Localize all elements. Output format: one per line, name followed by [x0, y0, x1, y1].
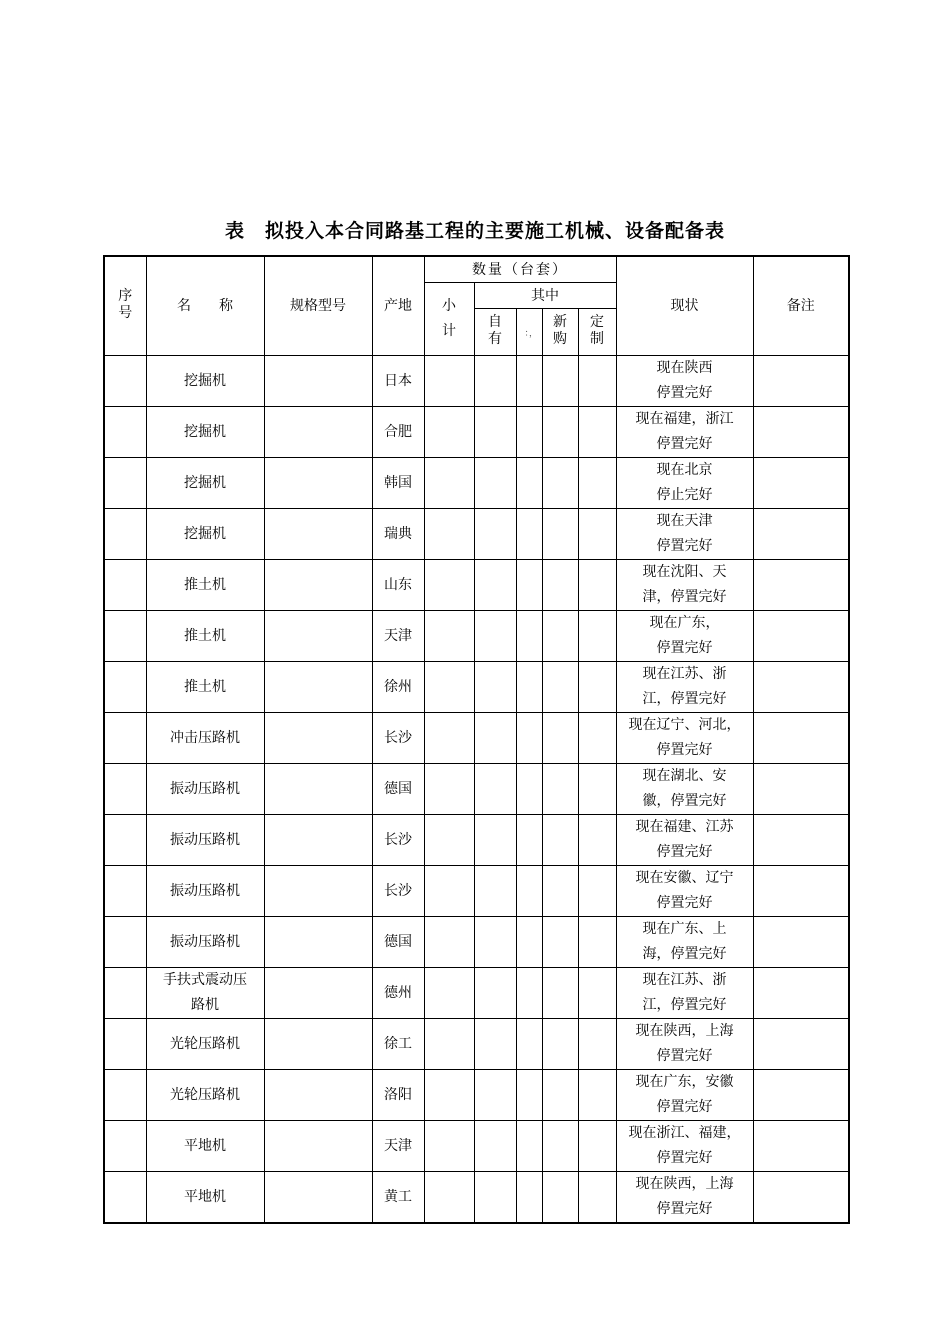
- cell-name: [146, 713, 264, 764]
- cell-seq: [104, 815, 146, 866]
- cell-origin: [372, 917, 424, 968]
- cell-lease: [516, 713, 542, 764]
- cell-own: [474, 1019, 516, 1070]
- cell-status: [616, 407, 753, 458]
- cell-custom: [578, 1121, 616, 1172]
- cell-status-text: 现在安徽、辽宁 停置完好: [635, 870, 734, 911]
- cell-origin-text: 长沙: [384, 883, 412, 899]
- cell-new-purchase: [542, 815, 578, 866]
- cell-name-text: 冲击压路机: [170, 729, 240, 746]
- cell-subtotal: [424, 458, 474, 509]
- header-name: 名 称: [146, 256, 264, 356]
- cell-status: [616, 560, 753, 611]
- cell-origin: [372, 866, 424, 917]
- cell-remark: [753, 1172, 849, 1224]
- cell-custom: [578, 509, 616, 560]
- cell-name: [146, 917, 264, 968]
- cell-origin-text: 合肥: [384, 424, 412, 440]
- cell-subtotal: [424, 662, 474, 713]
- cell-name: [146, 764, 264, 815]
- cell-name-text: 光轮压路机: [170, 1035, 240, 1052]
- cell-own: [474, 866, 516, 917]
- cell-spec: [264, 917, 372, 968]
- cell-new-purchase: [542, 1172, 578, 1224]
- cell-lease: [516, 917, 542, 968]
- cell-name: [146, 458, 264, 509]
- cell-status-text: 现在陕西，上海 停置完好: [635, 1176, 734, 1217]
- cell-new-purchase: [542, 1019, 578, 1070]
- cell-lease: [516, 815, 542, 866]
- cell-subtotal: [424, 1172, 474, 1224]
- cell-custom: [578, 662, 616, 713]
- cell-remark: [753, 1121, 849, 1172]
- cell-status: [616, 917, 753, 968]
- cell-name-text: 推土机: [184, 576, 226, 593]
- cell-own: [474, 509, 516, 560]
- cell-origin: [372, 968, 424, 1019]
- cell-own: [474, 713, 516, 764]
- cell-name-text: 挖掘机: [184, 423, 226, 440]
- cell-own: [474, 1070, 516, 1121]
- cell-name-text: 挖掘机: [184, 525, 226, 542]
- cell-own: [474, 356, 516, 407]
- cell-status: [616, 968, 753, 1019]
- cell-lease: [516, 458, 542, 509]
- cell-new-purchase: [542, 917, 578, 968]
- cell-new-purchase: [542, 713, 578, 764]
- cell-new-purchase: [542, 509, 578, 560]
- cell-status: [616, 764, 753, 815]
- cell-name-text: 挖掘机: [184, 474, 226, 491]
- cell-spec: [264, 764, 372, 815]
- cell-subtotal: [424, 509, 474, 560]
- cell-remark: [753, 1070, 849, 1121]
- table-row: [104, 1121, 849, 1172]
- cell-origin: [372, 560, 424, 611]
- header-row: [104, 256, 849, 283]
- cell-subtotal: [424, 1019, 474, 1070]
- cell-status-text: 现在江苏、浙 江，停置完好: [642, 666, 727, 707]
- cell-subtotal: [424, 611, 474, 662]
- table-row: [104, 764, 849, 815]
- cell-origin: [372, 1070, 424, 1121]
- cell-subtotal: [424, 764, 474, 815]
- cell-seq: [104, 764, 146, 815]
- cell-remark: [753, 917, 849, 968]
- cell-seq: [104, 713, 146, 764]
- cell-own: [474, 611, 516, 662]
- cell-subtotal: [424, 407, 474, 458]
- table-row: [104, 356, 849, 407]
- cell-status: [616, 1172, 753, 1224]
- cell-remark: [753, 407, 849, 458]
- cell-name: [146, 1070, 264, 1121]
- header-seq: 序号: [104, 256, 146, 356]
- table-row: [104, 611, 849, 662]
- cell-origin-text: 德州: [384, 985, 412, 1001]
- cell-spec: [264, 509, 372, 560]
- cell-name: [146, 866, 264, 917]
- cell-remark: [753, 560, 849, 611]
- cell-status: [616, 713, 753, 764]
- table-row: [104, 1172, 849, 1224]
- table-row: [104, 968, 849, 1019]
- cell-name: [146, 662, 264, 713]
- cell-lease: [516, 1019, 542, 1070]
- cell-name: [146, 356, 264, 407]
- cell-seq: [104, 407, 146, 458]
- cell-name-text: 平地机: [184, 1188, 226, 1205]
- cell-seq: [104, 458, 146, 509]
- header-among: 其中: [474, 283, 616, 309]
- header-lease: ：，: [516, 309, 542, 356]
- cell-origin: [372, 1172, 424, 1224]
- cell-origin: [372, 458, 424, 509]
- cell-spec: [264, 1172, 372, 1224]
- cell-name-text: 光轮压路机: [170, 1086, 240, 1103]
- cell-status: [616, 866, 753, 917]
- cell-remark: [753, 866, 849, 917]
- cell-seq: [104, 1172, 146, 1224]
- table-row: [104, 866, 849, 917]
- cell-lease: [516, 560, 542, 611]
- cell-origin-text: 德国: [384, 781, 412, 797]
- cell-new-purchase: [542, 1070, 578, 1121]
- cell-origin: [372, 662, 424, 713]
- cell-subtotal: [424, 560, 474, 611]
- cell-new-purchase: [542, 764, 578, 815]
- cell-own: [474, 917, 516, 968]
- cell-custom: [578, 407, 616, 458]
- cell-custom: [578, 1019, 616, 1070]
- header-spec: 规格型号: [264, 256, 372, 356]
- cell-lease: [516, 968, 542, 1019]
- cell-remark: [753, 764, 849, 815]
- cell-seq: [104, 560, 146, 611]
- cell-origin-text: 瑞典: [384, 526, 412, 542]
- cell-spec: [264, 1070, 372, 1121]
- cell-own: [474, 560, 516, 611]
- cell-status-text: 现在北京 停止完好: [656, 462, 713, 503]
- cell-status: [616, 509, 753, 560]
- cell-spec: [264, 662, 372, 713]
- cell-spec: [264, 815, 372, 866]
- cell-remark: [753, 1019, 849, 1070]
- cell-remark: [753, 662, 849, 713]
- cell-spec: [264, 356, 372, 407]
- header-quantity: 数量（台套）: [424, 256, 616, 283]
- cell-name: [146, 1121, 264, 1172]
- cell-remark: [753, 815, 849, 866]
- cell-remark: [753, 968, 849, 1019]
- cell-custom: [578, 1172, 616, 1224]
- cell-custom: [578, 713, 616, 764]
- cell-status-text: 现在浙江、福建， 停置完好: [628, 1125, 741, 1166]
- cell-name: [146, 509, 264, 560]
- cell-status: [616, 1070, 753, 1121]
- cell-custom: [578, 917, 616, 968]
- cell-own: [474, 1121, 516, 1172]
- cell-spec: [264, 713, 372, 764]
- cell-status-text: 现在福建、江苏 停置完好: [635, 819, 734, 860]
- cell-status-text: 现在江苏、浙 江，停置完好: [642, 972, 727, 1013]
- cell-origin-text: 山东: [384, 577, 412, 593]
- cell-origin: [372, 611, 424, 662]
- cell-custom: [578, 611, 616, 662]
- cell-status: [616, 1019, 753, 1070]
- cell-spec: [264, 1121, 372, 1172]
- cell-name: [146, 815, 264, 866]
- cell-status-text: 现在广东， 停置完好: [649, 615, 720, 656]
- table-row: [104, 917, 849, 968]
- cell-name: [146, 1172, 264, 1224]
- cell-subtotal: [424, 866, 474, 917]
- cell-name: [146, 968, 264, 1019]
- cell-status: [616, 1121, 753, 1172]
- cell-remark: [753, 458, 849, 509]
- cell-lease: [516, 611, 542, 662]
- cell-name-text: 振动压路机: [170, 780, 240, 797]
- cell-spec: [264, 866, 372, 917]
- cell-subtotal: [424, 815, 474, 866]
- cell-status-text: 现在福建，浙江 停置完好: [635, 411, 734, 452]
- page-title: 表 拟投入本合同路基工程的主要施工机械、设备配备表: [224, 220, 725, 242]
- cell-own: [474, 407, 516, 458]
- cell-subtotal: [424, 713, 474, 764]
- cell-own: [474, 662, 516, 713]
- cell-new-purchase: [542, 1121, 578, 1172]
- cell-status-text: 现在天津 停置完好: [656, 513, 713, 554]
- cell-origin-text: 黄工: [384, 1189, 412, 1205]
- cell-name-text: 推土机: [184, 678, 226, 695]
- cell-custom: [578, 1070, 616, 1121]
- cell-remark: [753, 356, 849, 407]
- cell-name-text: 挖掘机: [184, 372, 226, 389]
- table-row: [104, 1070, 849, 1121]
- cell-origin: [372, 407, 424, 458]
- cell-origin-text: 洛阳: [384, 1087, 412, 1103]
- cell-origin: [372, 815, 424, 866]
- cell-seq: [104, 509, 146, 560]
- table-row: [104, 1019, 849, 1070]
- cell-origin-text: 徐州: [384, 679, 412, 695]
- cell-own: [474, 968, 516, 1019]
- cell-name: [146, 407, 264, 458]
- cell-new-purchase: [542, 866, 578, 917]
- header-subtotal: 小计: [424, 283, 474, 356]
- cell-seq: [104, 1121, 146, 1172]
- cell-subtotal: [424, 1070, 474, 1121]
- cell-origin-text: 德国: [384, 934, 412, 950]
- cell-name-text: 振动压路机: [170, 831, 240, 848]
- cell-subtotal: [424, 917, 474, 968]
- cell-custom: [578, 968, 616, 1019]
- cell-status: [616, 611, 753, 662]
- cell-lease: [516, 407, 542, 458]
- cell-name: [146, 1019, 264, 1070]
- cell-status-text: 现在陕西，上海 停置完好: [635, 1023, 734, 1064]
- cell-name-text: 振动压路机: [170, 933, 240, 950]
- cell-origin: [372, 1121, 424, 1172]
- cell-own: [474, 764, 516, 815]
- table-row: [104, 458, 849, 509]
- header-origin: 产地: [372, 256, 424, 356]
- cell-status: [616, 662, 753, 713]
- cell-custom: [578, 764, 616, 815]
- cell-name-text: 平地机: [184, 1137, 226, 1154]
- cell-origin: [372, 1019, 424, 1070]
- cell-seq: [104, 356, 146, 407]
- cell-origin-text: 长沙: [384, 832, 412, 848]
- cell-lease: [516, 1070, 542, 1121]
- header-custom: 定制: [578, 309, 616, 356]
- cell-name-text: 手扶式震动压 路机: [163, 972, 247, 1013]
- cell-own: [474, 1172, 516, 1224]
- cell-own: [474, 458, 516, 509]
- cell-subtotal: [424, 356, 474, 407]
- cell-spec: [264, 560, 372, 611]
- table-row: [104, 662, 849, 713]
- cell-status-text: 现在广东，安徽 停置完好: [635, 1074, 734, 1115]
- cell-spec: [264, 458, 372, 509]
- header-remark: 备注: [753, 256, 849, 356]
- cell-seq: [104, 917, 146, 968]
- header-status: 现状: [616, 256, 753, 356]
- table-row: [104, 407, 849, 458]
- cell-lease: [516, 1172, 542, 1224]
- cell-name-text: 推土机: [184, 627, 226, 644]
- cell-new-purchase: [542, 968, 578, 1019]
- cell-origin: [372, 356, 424, 407]
- cell-new-purchase: [542, 611, 578, 662]
- cell-status-text: 现在湖北、安 徽，停置完好: [642, 768, 727, 809]
- cell-seq: [104, 662, 146, 713]
- cell-lease: [516, 356, 542, 407]
- cell-seq: [104, 611, 146, 662]
- cell-new-purchase: [542, 356, 578, 407]
- cell-seq: [104, 866, 146, 917]
- cell-custom: [578, 458, 616, 509]
- cell-subtotal: [424, 1121, 474, 1172]
- cell-lease: [516, 866, 542, 917]
- header-own: 自有: [474, 309, 516, 356]
- cell-status-text: 现在沈阳、天 津，停置完好: [642, 564, 727, 605]
- cell-origin-text: 徐工: [384, 1036, 412, 1052]
- cell-name-text: 振动压路机: [170, 882, 240, 899]
- cell-lease: [516, 509, 542, 560]
- cell-seq: [104, 968, 146, 1019]
- cell-seq: [104, 1070, 146, 1121]
- cell-lease: [516, 662, 542, 713]
- cell-name: [146, 611, 264, 662]
- cell-origin: [372, 509, 424, 560]
- cell-remark: [753, 713, 849, 764]
- cell-status-text: 现在辽宁、河北， 停置完好: [628, 717, 741, 758]
- cell-status: [616, 356, 753, 407]
- cell-custom: [578, 356, 616, 407]
- cell-remark: [753, 509, 849, 560]
- cell-own: [474, 815, 516, 866]
- cell-origin-text: 韩国: [384, 475, 412, 491]
- cell-origin: [372, 764, 424, 815]
- cell-new-purchase: [542, 662, 578, 713]
- table-row: [104, 815, 849, 866]
- cell-spec: [264, 968, 372, 1019]
- cell-spec: [264, 611, 372, 662]
- cell-seq: [104, 1019, 146, 1070]
- cell-origin-text: 天津: [384, 628, 412, 644]
- cell-origin-text: 长沙: [384, 730, 412, 746]
- cell-origin-text: 天津: [384, 1138, 412, 1154]
- cell-new-purchase: [542, 560, 578, 611]
- cell-status-text: 现在陕西 停置完好: [656, 360, 713, 401]
- header-new-purchase: 新购: [542, 309, 578, 356]
- cell-lease: [516, 1121, 542, 1172]
- cell-custom: [578, 560, 616, 611]
- cell-remark: [753, 611, 849, 662]
- cell-status: [616, 815, 753, 866]
- cell-new-purchase: [542, 458, 578, 509]
- table-row: [104, 713, 849, 764]
- cell-new-purchase: [542, 407, 578, 458]
- cell-custom: [578, 866, 616, 917]
- cell-origin-text: 日本: [384, 373, 412, 389]
- cell-spec: [264, 1019, 372, 1070]
- cell-lease: [516, 764, 542, 815]
- table-row: [104, 560, 849, 611]
- cell-status: [616, 458, 753, 509]
- equipment-table: [103, 255, 850, 1224]
- cell-spec: [264, 407, 372, 458]
- cell-status-text: 现在广东、上 海，停置完好: [642, 921, 727, 962]
- cell-name: [146, 560, 264, 611]
- cell-origin: [372, 713, 424, 764]
- table-row: [104, 509, 849, 560]
- cell-subtotal: [424, 968, 474, 1019]
- cell-custom: [578, 815, 616, 866]
